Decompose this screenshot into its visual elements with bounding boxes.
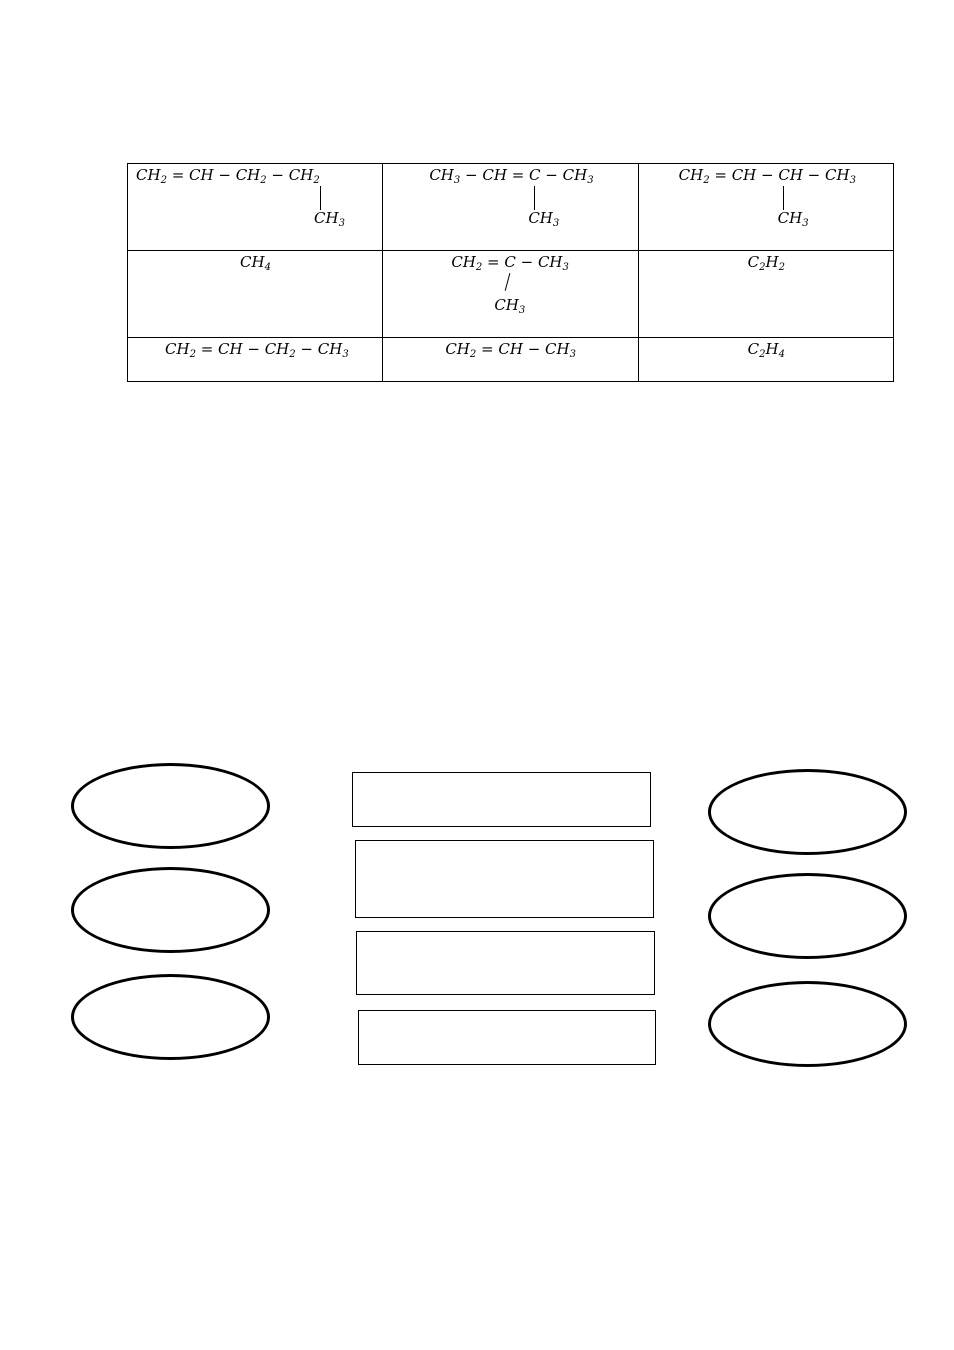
formula: $CH_3$ − CH = $C - CH_3$ (429, 166, 594, 186)
center-box-3[interactable] (356, 931, 655, 995)
table-row (128, 251, 894, 338)
formula: $C_2H_2$ (747, 253, 785, 273)
formula: $CH_2$ = CH − $CH_2 - CH_3$ (165, 340, 349, 360)
table-cell (638, 164, 893, 251)
center-box-2[interactable] (355, 840, 654, 918)
table-cell (383, 251, 638, 338)
formula: $CH_2$ = CH − $CH_3$ (445, 340, 576, 360)
formula-table (127, 163, 894, 382)
table-cell (638, 251, 893, 338)
table-row (128, 338, 894, 382)
table-cell (383, 338, 638, 382)
formula: $CH_2$ = CH − CH − $CH_3$ (678, 166, 856, 186)
right-oval-3[interactable] (708, 981, 907, 1067)
center-box-1[interactable] (352, 772, 651, 827)
left-oval-3[interactable] (71, 974, 270, 1060)
table-cell (128, 251, 383, 338)
branch-formula: $CH_3$ (314, 209, 345, 229)
table-row (128, 164, 894, 251)
table-cell (383, 164, 638, 251)
table-cell (128, 338, 383, 382)
bond-line (505, 273, 511, 291)
formula: $CH_2$ = CH − $CH_2 - CH_2$ (136, 166, 320, 186)
bond-line (320, 186, 321, 210)
center-box-4[interactable] (358, 1010, 656, 1065)
formula: $CH_4$ (240, 253, 271, 273)
bond-line (534, 186, 535, 210)
branch-formula: $CH_3$ (777, 209, 809, 229)
right-oval-1[interactable] (708, 769, 907, 855)
table-cell (638, 338, 893, 382)
left-oval-2[interactable] (71, 867, 270, 953)
table-cell (128, 164, 383, 251)
left-oval-1[interactable] (71, 763, 270, 849)
right-oval-2[interactable] (708, 873, 907, 959)
branch-formula: $CH_3$ (494, 296, 526, 316)
formula: $C_2H_4$ (747, 340, 785, 360)
bond-line (783, 186, 784, 210)
branch-formula: $CH_3$ (528, 209, 560, 229)
formula: $CH_2 = C - CH_3$ (451, 253, 569, 273)
